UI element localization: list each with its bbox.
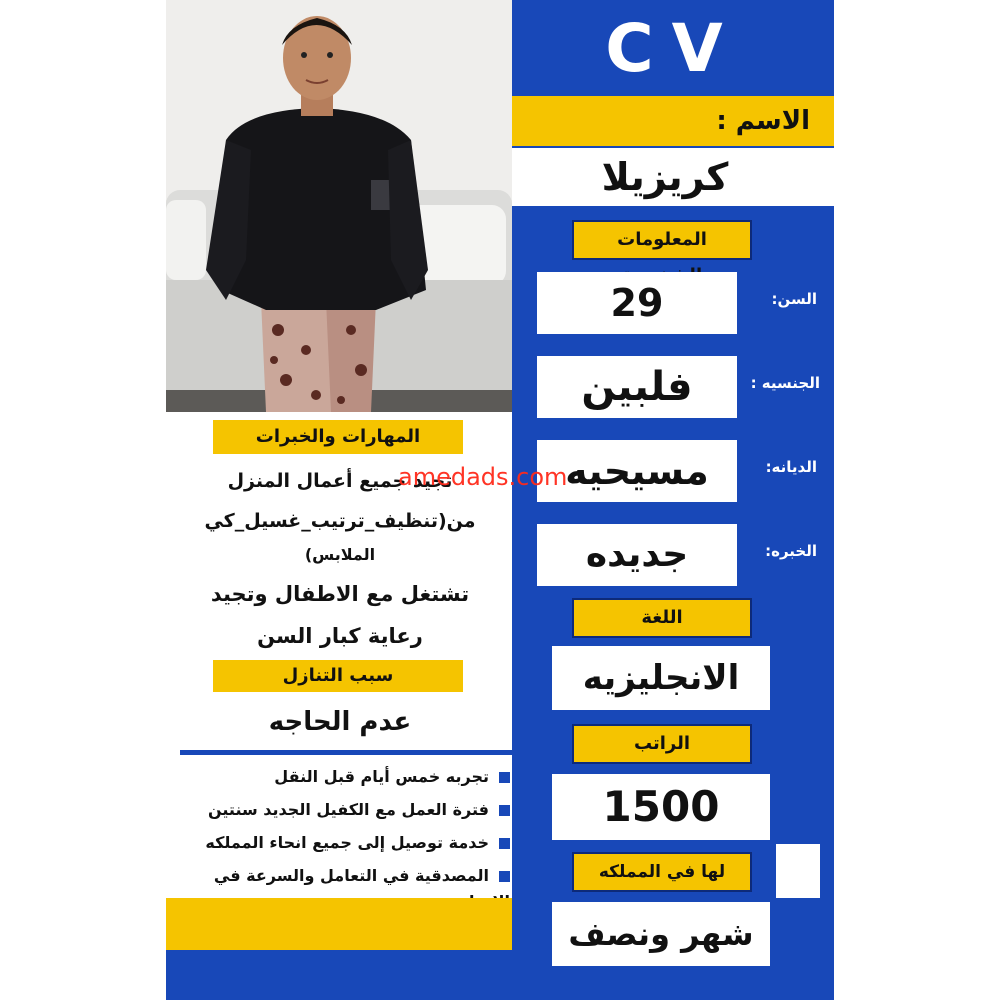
bullet-icon — [499, 871, 510, 882]
skills-line-4: تشتغل مع الاطفال وتجيد — [210, 582, 470, 606]
feature-item: تجربه خمس أيام قبل النقل — [180, 764, 510, 790]
candidate-photo — [166, 0, 512, 412]
reason-value: عدم الحاجه — [268, 707, 412, 737]
photo-illustration — [166, 0, 512, 412]
age-value: 29 — [537, 272, 737, 334]
feature-item: المصدقية في التعامل والسرعة في — [180, 863, 510, 889]
footer-yellow-bar — [166, 898, 512, 950]
in-kingdom-value: شهر ونصف — [552, 902, 770, 966]
skills-line-1: تجيد جميع أعمال المنزل — [227, 470, 453, 492]
reason-header: سبب التنازل — [213, 660, 463, 692]
age-label: السن: — [771, 290, 817, 308]
salary-label: الراتب — [572, 724, 752, 764]
language-value: الانجليزيه — [552, 646, 770, 710]
nationality-label: الجنسيه : — [750, 374, 820, 392]
bullet-icon — [499, 805, 510, 816]
watermark: amedads.com — [398, 463, 568, 491]
bullet-icon — [499, 772, 510, 783]
experience-value: جديده — [537, 524, 737, 586]
personal-info-label: المعلومات — [572, 220, 752, 260]
salary-value: 1500 — [552, 774, 770, 840]
skills-line-3: الملابس) — [304, 545, 376, 564]
cv-title: CV — [605, 10, 741, 87]
feature-item: خدمة توصيل إلى جميع انحاء المملكه — [180, 830, 510, 856]
nationality-value: فلبين — [537, 356, 737, 418]
skills-line-2: من(تنظيف_ترتيب_غسيل_كي — [204, 510, 476, 532]
language-label: اللغة — [572, 598, 752, 638]
footer-blue-bar — [166, 950, 512, 1000]
skills-header: المهارات والخبرات — [213, 420, 463, 454]
bullet-icon — [499, 838, 510, 849]
feature-item: فترة العمل مع الكفيل الجديد سنتين — [180, 797, 510, 823]
divider-line — [180, 750, 513, 755]
name-label: الاسم : — [716, 106, 810, 136]
religion-value: مسيحيه — [537, 440, 737, 502]
religion-label: الديانه: — [765, 458, 817, 476]
name-value: كريزيلا — [601, 155, 729, 199]
skills-line-5: رعاية كبار السن — [257, 624, 423, 648]
in-kingdom-blank-box — [776, 844, 820, 898]
experience-label: الخبره: — [765, 542, 817, 560]
in-kingdom-label: لها في المملكه — [572, 852, 752, 892]
